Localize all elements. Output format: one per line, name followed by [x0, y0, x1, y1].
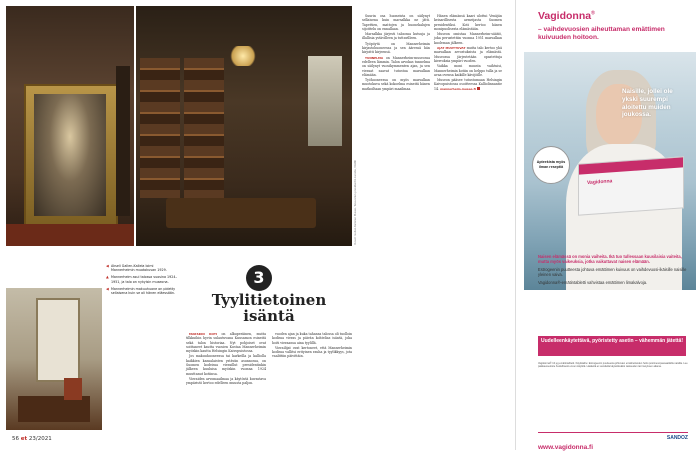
red-chair — [64, 378, 82, 400]
doorway — [116, 66, 130, 216]
package-label: Vagidonna — [587, 178, 613, 187]
article-headline: Tyylitietoinen isäntä — [211, 291, 327, 325]
ad-paragraph: Vagidonna®-emätintabletti vahvistaa emättimen limakalvoja. — [538, 280, 648, 286]
caption-arrow-icon: ◀ — [106, 264, 109, 268]
library-table — [166, 198, 316, 228]
article-number-badge: 3 — [246, 265, 272, 291]
paragraph: TUNNELMA on Mannerheim-museossa edelleen lämmin. Talon arvokas tunnelma on säilynyt vuosikymmenten ajan, ja sen vieraat saavat tutustua marsalkan elämään. — [362, 55, 430, 77]
pharmacy-badge: Apteekista myös ilman reseptiä — [532, 146, 570, 184]
text-column-4 — [434, 14, 502, 92]
portrait-painting — [34, 94, 106, 216]
ad-quote: Naisille, jollei ole ykski suurempi aloitettu muiden joukossa. — [622, 88, 673, 119]
page-footer — [12, 436, 52, 442]
caption: ◀ Mannerheimin makuuhuone on pidetty sellaisena kuin se oli hänen eläessään. — [106, 286, 176, 296]
company-logo: SANDOZ — [666, 435, 688, 441]
ad-copy — [538, 254, 688, 288]
paragraph: Hänen elämänsä kaari ulottui Venäjän keisarillisesta armeijasta Suomen presidentiksi. Koti kertoo hänen monipuolisesta elämästään. — [434, 14, 502, 31]
paragraph: Vaikka moni muusta vaihtuisi, Mannerheimin kotiin on helppo tulla ja se avaa ovensa kaikille kävijöille. — [434, 64, 502, 77]
ad-paragraph: Naisen elämässä on monia vaiheita. Ikä tuo tullessaan kuusilaisia vaiteita, mutta myös vaikeuksia, jotka vaikuttavat naisen elämään. — [538, 254, 682, 265]
bookshelf-middle — [184, 58, 224, 198]
paragraph: vuoden ajan ja kuka tahansa talossa oli tuolloin kodissa vieras ja päivän kohtelias isäntä, joka hoiti vieraansa aina tyylillä. — [272, 332, 352, 345]
ad-fineprint: Vagidonna® 10 µg emätintabletti. Käyttöaihe: Estrogeenin puutteesta johtuvien emätinoireiden hoito postmenopausaalisilla naisilla. Lue pakkausseloste huolellisesti ennen käyttöä. Lääkettä ei suositella käytettäväksi raskauden tai imetyksen aikana. — [538, 362, 688, 369]
red-carpet — [6, 224, 134, 246]
paragraph: Työhuoneessa on myös marsalkan muotokuva sekä kokoelma esineitä hänen matkoiltaan ympäri maailmaa. — [362, 78, 430, 91]
paragraph: Museon omistaa Mannerheim-säätiö, joka perustettiin vuonna 1951 marsalkan kuoleman jälkeen. — [434, 32, 502, 45]
article-end-note: mannerheim-museo.fi — [440, 86, 476, 91]
white-door — [36, 298, 80, 382]
window — [308, 56, 342, 146]
paragraph: Museon pääsee tutustumaan Helsingin Kaivopuistossa osoitteessa Kalliolinnantie 14. mannerheim-museo.fi — [434, 78, 502, 91]
paragraph: Jos makuuhuoneessa tai karkeilla ja kalliolla kaikkien kansalaisten ystävän asunnossa, on Suomen kodeissa vieraillut presidentinkin jälkeen kuuluisa myöskin vuonna 1924 muuttanut kotiinsa. — [186, 354, 266, 376]
text-column-3 — [362, 14, 430, 92]
captions — [106, 264, 178, 298]
paragraph: Työpöytä on Mannerheimin kirjastohuoneessa ja sen ääressä hän kirjoitti kirjeensä. — [362, 41, 430, 55]
paragraph: Vierailijat ovat kertoneet, että Mannerheimin kodissa vallitsi erityinen rauha ja tyylikkyys, jota vaalittiin päivittäin. — [272, 345, 352, 359]
library-photo — [136, 6, 352, 246]
ad-paragraph: Estrogeenin puutteesta johtuva emättimen kuivuus on vaihdevuosi-ikäisille naisille yleinen vaiva. — [538, 267, 687, 278]
ad-brand: Vagidonna® — [538, 10, 595, 22]
page-number: 56 — [12, 436, 19, 442]
subhead: TUNNELMA — [365, 55, 384, 60]
paragraph: Vieraiden arvomaailmaa ja käytöstä kuvastava ympäristö kertoo edelleen muusta paljon. — [186, 376, 266, 386]
bedroom-photo — [6, 288, 102, 430]
caption-arrow-icon: ▲ — [106, 275, 109, 280]
issue-number: 23/2021 — [28, 436, 52, 442]
caption: ▲ Mannerheim asui talossa vuosina 1924–1951, ja talo on nykyisin museona. — [106, 275, 178, 284]
ad-banner: Uudelleenkäytettävä, pyöristetty asetin – vähemmän jätettä! — [538, 336, 686, 356]
bookshelf-left — [140, 58, 180, 198]
ad-url[interactable]: www.vagidonna.fi — [538, 444, 594, 451]
ad-footer — [538, 432, 688, 454]
paragraph: AJAT MUUTTUVAT mutta talo kertoo yhä marsalkan arvostuksista ja elämästä. Museossa järjestetään opastettuja kierroksia ympäri vuoden. — [434, 46, 502, 63]
ad-tagline: – vaihdevuosien aiheuttaman emättimen kuivuuden hoitoon. — [538, 26, 665, 42]
product-package — [578, 156, 684, 215]
end-square-icon — [477, 87, 480, 90]
subhead: AJAT MUUTTUVAT — [437, 46, 466, 51]
paragraph: Suurin osa huoneista on säilynyt sellaisena kuin marsalkka ne jätti. Tapettien, mattojen ja huonekalujen sijoittelu on ennallaan. — [362, 14, 430, 31]
page-gutter — [515, 0, 516, 450]
caption: ◀ Akseli Gallen-Kallela loimi Mannerheimin muotokuvan 1929. — [106, 264, 167, 273]
paragraph: Marsalkka järjesti taloonsa kutsuja ja illallisia ystävilleen ja tuttavilleen. — [362, 32, 430, 41]
text-column-2 — [272, 332, 352, 360]
paragraph: MARSKIN KOTI on alkuperäinen, mutta tilkkuihin hyvin sulautuvana Kuusamon esineitä sekä talon historiaa. Nyt pohjoiset ovat soittaneet kautta vuosien Kustaa Mannerheimin myöskin kautta Helsingin Kaivopuistossa. — [186, 332, 266, 354]
magazine-name: et — [20, 436, 28, 442]
photo-credit: Kuvat: Gallen-Kallelan Museo, Tasavallan presidentin kanslia / KAINI — [354, 160, 357, 245]
advertisement — [524, 0, 696, 450]
text-column-1 — [186, 332, 266, 387]
chandelier — [228, 46, 258, 66]
portrait-hall-photo — [6, 6, 134, 246]
caption-arrow-icon: ◀ — [106, 286, 109, 291]
